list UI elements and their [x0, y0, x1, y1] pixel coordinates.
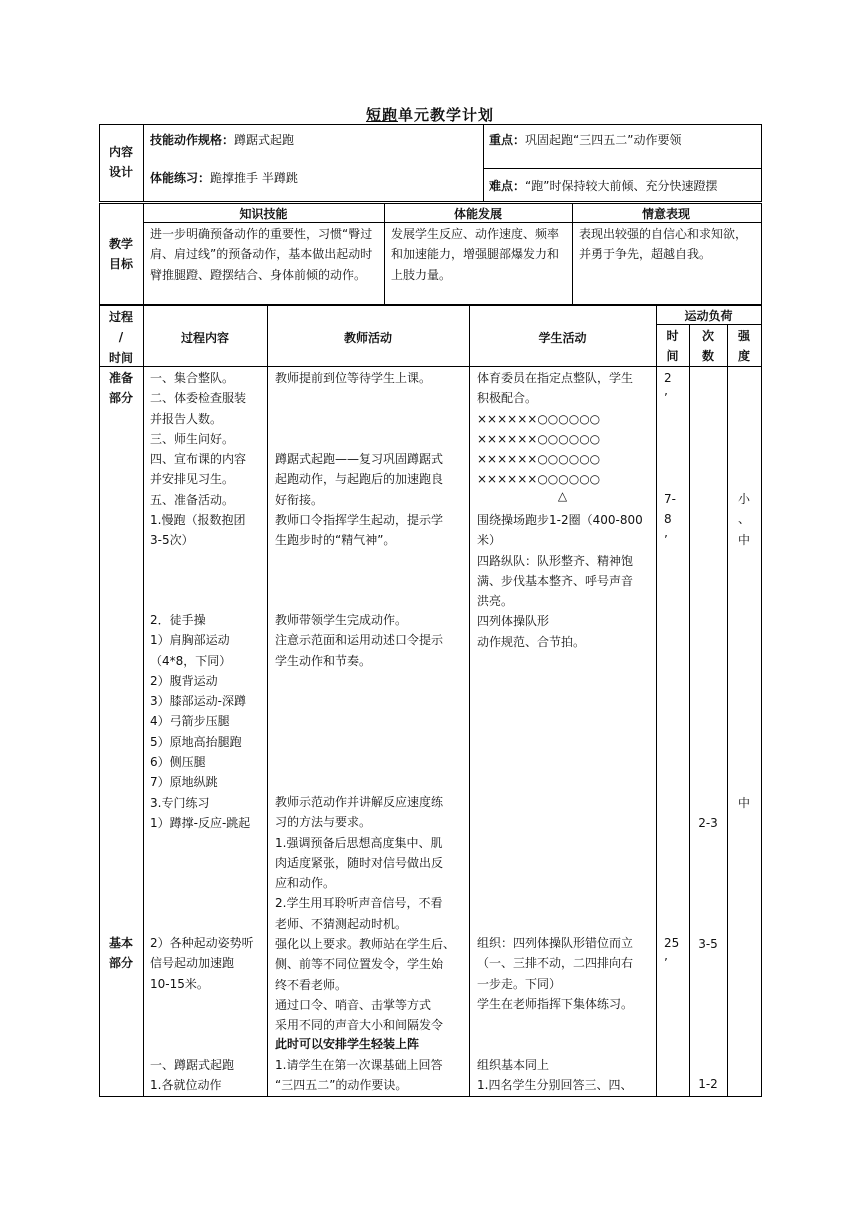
header-load: 运动负荷 [684, 309, 733, 323]
difficulty-point [489, 177, 717, 194]
fitness-line [150, 169, 298, 186]
goals-header-knowledge: 知识技能 [239, 207, 288, 221]
goals-knowledge: 进一步明确预备动作的重要性，习惯“臀过肩、肩过线”的预备动作，基本做出起动时臂推腿蹬、蹬摆结合、身体前倾的动作。 [150, 227, 373, 282]
student-formation: 体育委员在指定点整队，学生 积极配合。 ××××××○○○○○○ ××××××○○○○○○ ××××××○○○○○○ ××××××○○○○○○ [477, 371, 634, 487]
phase-basic: 基本 部分 [108, 936, 133, 971]
goals-header-fitness: 体能发展 [453, 207, 502, 221]
time-prep: 2 ’ [664, 371, 672, 406]
header-time: 时 间 [666, 329, 679, 364]
fitness-label: 体能练习： [150, 171, 211, 185]
student-teacher-mark: △ [557, 489, 568, 503]
goals-fitness: 发展学生反应、动作速度、频率和加速能力，增强腿部爆发力和上肢力量。 [391, 227, 560, 282]
title-rest: 单元教学计划 [398, 106, 495, 124]
difficulty-value: “跑”时保持较大前倾、充分快速蹬摆 [525, 179, 718, 193]
content-start-dash: 2）各种起动姿势听 信号起动加速跑 10-15米。 [150, 936, 254, 991]
phase-prep: 准备 部分 [108, 371, 133, 406]
key-point [489, 131, 681, 148]
student-dash: 组织：四列体操队形错位而立 （一、三排不动，二四排向右 一步走。下同） 学生在老师指挥下集体练习。 [477, 936, 634, 1011]
key-value: 巩固起跑“三四五二”动作要领 [525, 133, 682, 147]
time-basic: 25 ’ [664, 936, 680, 971]
difficulty-label: 难点： [489, 179, 526, 193]
header-phase: 过程 / 时间 [108, 310, 133, 365]
header-reps: 次 数 [701, 329, 714, 364]
teacher-note: 此时可以安排学生轻装上阵 [275, 1037, 420, 1051]
fitness-value: 跪撑推手 半蹲跳 [210, 171, 298, 185]
content-prep: 一、集合整队。 二、体委检查服装 并报告人数。 三、师生问好。 四、宣布课的内容 并安排见习生。 五、准备活动。 1.慢跑（报数抱团 3-5次） [150, 371, 247, 548]
reps-dash: 3-5 [698, 937, 718, 951]
teacher-exercise: 教师带领学生完成动作。 注意示范面和运用动述口令提示 学生动作和节奏。 [275, 613, 444, 668]
content-crouch-start: 一、蹲踞式起跑 1.各就位动作 [150, 1058, 235, 1093]
skill-label: 技能动作规格： [150, 133, 235, 147]
title-underlined: 短跑 [365, 106, 398, 124]
reps-crouch: 1-2 [698, 1077, 718, 1091]
time-warmup: 7- 8 ’ [664, 492, 676, 547]
goals-label: 教学 目标 [108, 237, 133, 272]
content-drills: 2．徒手操 1）肩胸部运动 （4*8，下同） 2）腹背运动 3）膝部运动-深蹲 4）弓箭步压腿 5）原地高抬腿跑 6）侧压腿 7）原地纵跳 3.专门练习 1）蹲撑-反应-跳起 [150, 613, 251, 830]
header-content: 过程内容 [180, 331, 229, 345]
skill-value: 蹲踞式起跑 [234, 133, 295, 147]
design-label: 内容 设计 [108, 145, 133, 180]
header-student: 学生活动 [538, 331, 587, 345]
page-title [0, 104, 860, 125]
skill-line [150, 131, 294, 148]
intensity-prep: 小 、 中 [737, 492, 750, 547]
reps-reaction: 2-3 [698, 816, 718, 830]
teacher-warmup: 蹲踞式起跑——复习巩固蹲踞式 起跑动作，与起跑后的加速跑良 好衔接。 教师口令指挥学生起动，提示学 生跑步时的“精气神”。 [275, 452, 444, 548]
teacher-arrive: 教师提前到位等待学生上课。 [275, 371, 432, 385]
teacher-reaction: 教师示范动作并讲解反应速度练 习的方法与要求。 1.强调预备后思想高度集中、肌 肉适度紧张，随时对信号做出反 应和动作。 2.学生用耳聆听声音信号，不看 老师、不猜测起动时机。 强化以上要求。教师站在学生后、 侧、前等不同位置发令，学生始 终不看老师。 通过口令、哨音、击掌等方式 采用不同的声音大小和间隔发令 [275, 795, 456, 1033]
teacher-questions: 1.请学生在第一次课基础上回答 “三四五二”的动作要诀。 [275, 1058, 443, 1093]
goals-header-affective: 情意表现 [641, 207, 690, 221]
student-crouch: 组织基本同上 1.四名学生分别回答三、四、 [477, 1058, 633, 1093]
header-intensity: 强 度 [737, 329, 750, 364]
student-jog: 围绕操场跑步1-2圈（400-800 米） 四路纵队：队形整齐、精神饱 满、步伐基本整齐、呼号声音 洪亮。 四列体操队形 动作规范、合节拍。 [477, 513, 643, 649]
header-teacher: 教师活动 [343, 331, 392, 345]
intensity-drill: 中 [737, 796, 750, 810]
goals-affective: 表现出较强的自信心和求知欲，并勇于争先，超越自我。 [579, 227, 748, 262]
key-label: 重点： [489, 133, 526, 147]
